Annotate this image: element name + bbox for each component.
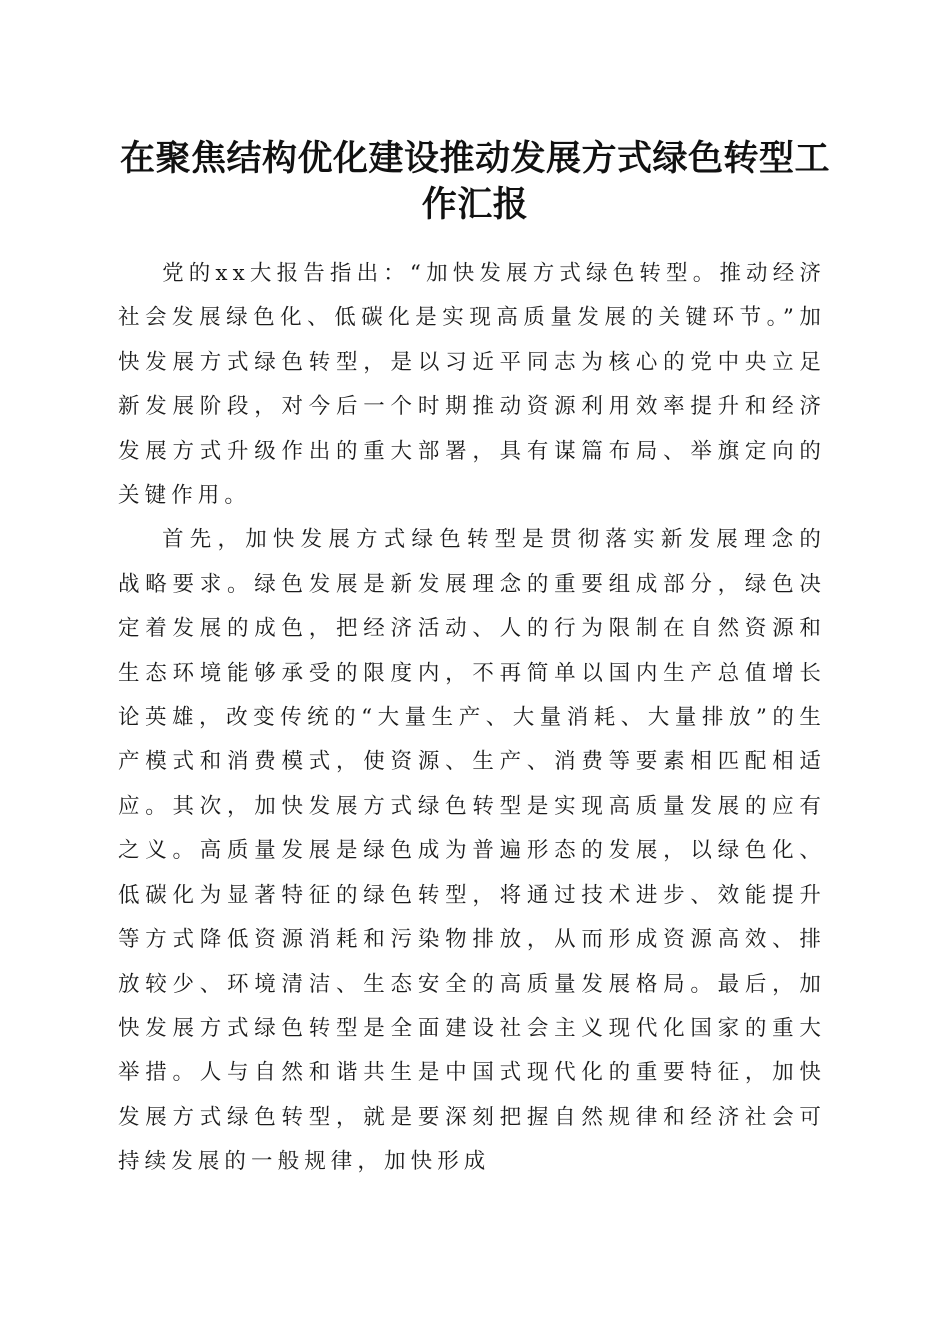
paragraph-intro: 党的xx大报告指出：“加快发展方式绿色转型。推动经济社会发展绿色化、低碳化是实现高质量发展的关键环节。”加快发展方式绿色转型，是以习近平同志为核心的党中央立足新发展阶段，对今后一个时期推动资源利用效率提升和经济发展方式升级作出的重大部署，具有谋篇布局、举旗定向的关键作用。 — [118, 261, 826, 509]
paragraph-main: 首先，加快发展方式绿色转型是贯彻落实新发展理念的战略要求。绿色发展是新发展理念的重要组成部分，绿色决定着发展的成色，把经济活动、人的行为限制在自然资源和生态环境能够承受的限度内，不再简单以国内生产总值增长论英雄，改变传统的“大量生产、大量消耗、大量排放”的生产模式和消费模式，使资源、生产、消费等要素相匹配相适应。其次，加快发展方式绿色转型是实现高质量发展的应有之义。高质量发展是绿色成为普遍形态的发展，以绿色化、低碳化为显著特征的绿色转型，将通过技术进步、效能提升等方式降低资源消耗和污染物排放，从而形成资源高效、排放较少、环境清洁、生态安全的高质量发展格局。最后，加快发展方式绿色转型是全面建设社会主义现代化国家的重大举措。人与自然和谐共生是中国式现代化的重要特征，加快发展方式绿色转型，就是要深刻把握自然规律和经济社会可持续发展的一般规律，加快形成 — [118, 527, 826, 1175]
document-title: 在聚焦结构优化建设推动发展方式绿色转型工作汇报 — [119, 138, 830, 225]
document-body — [118, 252, 826, 1185]
